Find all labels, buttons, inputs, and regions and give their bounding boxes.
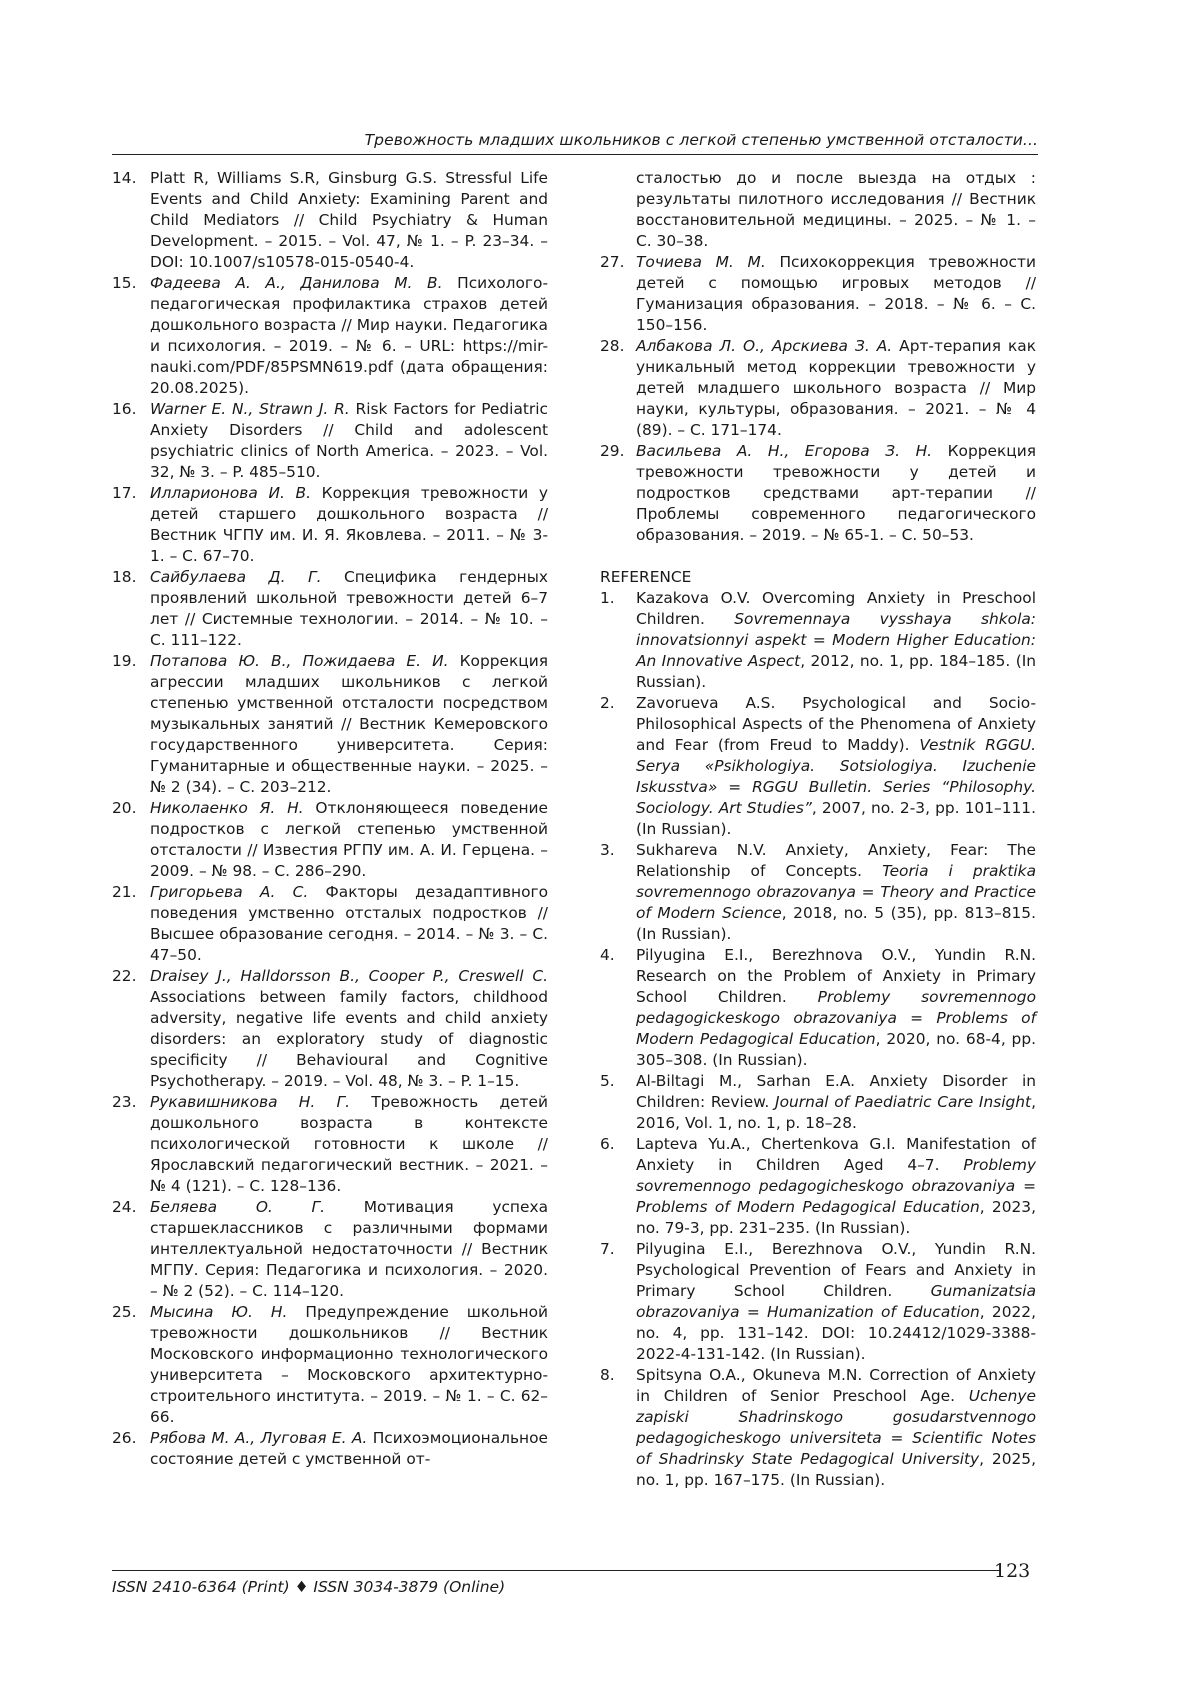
reference-details: , 2016, Vol. 1, no. 1, p. 18–28. [636,1093,1036,1132]
reference-journal: Problemy sovremennogo pedagogicheskogo obrazovaniya = Problems of Modern Pedagogical Education [636,1156,1036,1216]
reference-text: Отклоняющееся поведение подростков с легкой степенью умственной отсталости // Известия РГПУ им. А. И. Герцена. – 2009. – № 98. – С. 286–290. [150,799,548,880]
reference-text: Факторы дезадаптивного поведения умственно отсталых подростков // Высшее образование сегодня. – 2014. – № 3. – С. 47–50. [150,883,548,964]
reference-item [112,567,548,651]
reference-item [600,441,1036,546]
reference-item [600,252,1036,336]
english-reference-item [600,588,1036,693]
running-head: Тревожность младших школьников с легкой степенью умственной отсталости... [364,131,1038,149]
reference-item [112,651,548,798]
reference-number: 7. [600,1240,615,1258]
reference-number: 25. [112,1303,137,1321]
reference-text: Al-Biltagi M., Sarhan E.A. Anxiety Disorder in Children: Review. [636,1072,1036,1111]
reference-authors: Григорьева А. С. [150,883,309,901]
reference-item [112,483,548,567]
reference-number: 1. [600,589,615,607]
left-column [112,168,548,1470]
reference-text: Pilyugina E.I., Berezhnova O.V., Yundin R.N. Research on the Problem of Anxiety in Primary School Children. [636,946,1036,1006]
reference-details: , 2023, no. 79-3, pp. 231–235. (In Russian). [636,1198,1036,1237]
reference-item [112,966,548,1092]
right-column [600,168,1036,1491]
reference-journal: Problemy sovremennogo pedagogickeskogo obrazovaniya = Problems of Modern Pedagogical Education [636,988,1036,1048]
reference-number: 26. [112,1429,137,1447]
reference-authors: Фадеева А. А., Данилова М. В. [150,274,443,292]
reference-journal: Teoria i praktika sovremennogo obrazovanya = Theory and Practice of Modern Science [636,862,1036,922]
reference-authors: Мысина Ю. Н. [150,1303,288,1321]
reference-number: 17. [112,484,137,502]
footer-rule [112,1570,1000,1571]
reference-authors: Сайбулаева Д. Г. [150,568,322,586]
reference-details: , 2022, no. 4, pp. 131–142. DOI: 10.24412/1029-3388-2022-4-131-142. (In Russian). [636,1303,1036,1363]
reference-text: Тревожность детей дошкольного возраста в контексте психологической готовности к школе // Ярославский педагогический вестник. – 2021. – № 4 (121). – С. 128–136. [150,1093,548,1195]
reference-item [112,1428,548,1470]
reference-number: 27. [600,253,625,271]
english-reference-item [600,1071,1036,1134]
reference-number: 22. [112,967,137,985]
reference-text: Арт-терапия как уникальный метод коррекции тревожности у детей младшего школьного возраста // Мир науки, культуры, образования. – 2021. – № 4 (89). – С. 171–174. [636,337,1036,439]
reference-authors: Илларионова И. В. [150,484,311,502]
reference-number: 15. [112,274,137,292]
reference-item [112,882,548,966]
reference-text: Психокоррекция тревожности детей с помощью игровых методов // Гуманизация образования. – 2018. – № 6. – С. 150–156. [636,253,1036,334]
reference-item [112,399,548,483]
reference-details: , 2007, no. 2-3, pp. 101–111. (In Russian). [636,799,1036,838]
footer-issn: ISSN 2410-6364 (Print) ♦ ISSN 3034-3879 (Online) [112,1578,506,1596]
reference-text: Lapteva Yu.A., Chertenkova G.I. Manifestation of Anxiety in Children Aged 4–7. [636,1135,1036,1174]
english-reference-item [600,1134,1036,1239]
reference-authors: Николаенко Я. Н. [150,799,304,817]
reference-text: Zavorueva A.S. Psychological and Socio-Philosophical Aspects of the Phenomena of Anxiety and Fear (from Freud to Maddy). [636,694,1036,754]
reference-authors: Рукавишникова Н. Г. [150,1093,350,1111]
reference-text: Kazakova O.V. Overcoming Anxiety in Preschool Children. [636,589,1036,628]
reference-journal: Vestnik RGGU. Serya «Psikhologiya. Sotsiologiya. Izuchenie Iskusstva» = RGGU Bulletin. Series “Philosophy. Sociology. Art Studies” [636,736,1036,817]
reference-number: 5. [600,1072,615,1090]
reference-number: 20. [112,799,137,817]
reference-authors: Беляева О. Г. [150,1198,326,1216]
reference-item [112,1092,548,1197]
reference-details: , 2020, no. 68-4, pp. 305–308. (In Russian). [636,1030,1036,1069]
reference-text: Pilyugina E.I., Berezhnova O.V., Yundin R.N. Psychological Prevention of Fears and Anxiety in Primary School Children. [636,1240,1036,1300]
reference-text: Sukhareva N.V. Anxiety, Anxiety, Fear: The Relationship of Concepts. [636,841,1036,880]
reference-text: Коррекция тревожности тревожности у детей и подростков средствами арт-терапии // Проблемы современного педагогического образования. – 2019. – № 65-1. – С. 50–53. [636,442,1036,544]
reference-authors: Точиева М. М. [636,253,766,271]
reference-details: , 2025, no. 1, pp. 167–175. (In Russian). [636,1450,1036,1489]
reference-text: Мотивация успеха старшеклассников с различными формами интеллектуальной недостаточности // Вестник МГПУ. Серия: Педагогика и психология. – 2020. – № 2 (52). – С. 114–120. [150,1198,548,1300]
reference-section-title: REFERENCE [600,568,692,586]
reference-journal: Sovremennaya vysshaya shkola: innovatsionnyi aspekt = Modern Higher Education: An Innovative Aspect [636,610,1036,670]
reference-details: , 2012, no. 1, pp. 184–185. (In Russian). [636,652,1036,691]
reference-authors: Рябова М. А., Луговая Е. А. [150,1429,368,1447]
reference-item [112,1197,548,1302]
reference-text: Психолого-педагогическая профилактика страхов детей дошкольного возраста // Мир науки. Педагогика и психология. – 2019. – № 6. – URL: https://mir-nauki.com/PDF/85PSMN619.pdf (дата обращения: 20.08.2025). [150,274,548,397]
reference-journal: Gumanizatsia obrazovaniya = Humanization of Education [636,1282,1036,1321]
reference-number: 4. [600,946,615,964]
reference-authors: Потапова Ю. В., Пожидаева Е. И. [150,652,449,670]
reference-number: 21. [112,883,137,901]
reference-item [112,168,548,273]
header-rule [112,154,1038,155]
english-reference-item [600,1365,1036,1491]
reference-number: 28. [600,337,625,355]
reference-number: 16. [112,400,137,418]
reference-details: , 2018, no. 5 (35), pp. 813–815. (In Russian). [636,904,1036,943]
reference-text: Специфика гендерных проявлений школьной тревожности детей 6–7 лет // Системные технологии. – 2014. – № 10. – С. 111–122. [150,568,548,649]
reference-number: 19. [112,652,137,670]
reference-authors: Warner E. N., Strawn J. R. [150,400,350,418]
page-number: 123 [994,1560,1031,1582]
reference-number: 3. [600,841,615,859]
english-reference-item [600,693,1036,840]
reference-number: 8. [600,1366,615,1384]
reference-number: 6. [600,1135,615,1153]
reference-authors: Васильева А. Н., Егорова З. Н. [636,442,933,460]
reference-text: Associations between family factors, childhood adversity, negative life events and child anxiety disorders: an exploratory study of diagnostic specificity // Behavioural and Cognitive Psychotherapy. – 2019. – Vol. 48, № 3. – P. 1–15. [150,988,548,1090]
reference-journal: Uchenye zapiski Shadrinskogo gosudarstvennogo pedagogicheskogo universiteta = Scientific Notes of Shadrinsky State Pedagogical University [636,1387,1036,1468]
reference-text: Предупреждение школьной тревожности дошкольников // Вестник Московского информационно технологического университета – Московского архитектурно-строительного института. – 2019. – № 1. – С. 62–66. [150,1303,548,1426]
reference-number: 18. [112,568,137,586]
reference-continuation: сталостью до и после выезда на отдых : результаты пилотного исследования // Вестник восстановительной медицины. – 2025. – № 1. – С. 30–38. [636,169,1036,250]
reference-text: Психоэмоциональное состояние детей с умственной от- [150,1429,548,1468]
reference-text: Platt R, Williams S.R, Ginsburg G.S. Stressful Life Events and Child Anxiety: Examining Parent and Child Mediators // Child Psychiatry & Human Development. – 2015. – Vol. 47, № 1. – P. 23–34. – DOI: 10.1007/s10578-015-0540-4. [150,169,548,271]
english-reference-item [600,945,1036,1071]
reference-item [112,273,548,399]
reference-text: Spitsyna O.A., Okuneva M.N. Correction of Anxiety in Children of Senior Preschool Age. [636,1366,1036,1405]
reference-text: Risk Factors for Pediatric Anxiety Disorders // Child and adolescent psychiatric clinics of North America. – 2023. – Vol. 32, № 3. – P. 485–510. [150,400,548,481]
reference-number: 23. [112,1093,137,1111]
reference-authors: Draisey J., Halldorsson B., Cooper P., Creswell C. [150,967,548,985]
reference-authors: Албакова Л. О., Арскиева З. А. [636,337,893,355]
reference-item [600,336,1036,441]
english-reference-item [600,840,1036,945]
reference-number: 24. [112,1198,137,1216]
english-reference-item [600,1239,1036,1365]
reference-item [112,1302,548,1428]
reference-number: 2. [600,694,615,712]
reference-number: 29. [600,442,625,460]
reference-number: 14. [112,169,137,187]
reference-text: Коррекция тревожности у детей старшего дошкольного возраста // Вестник ЧГПУ им. И. Я. Яковлева. – 2011. – № 3-1. – С. 67–70. [150,484,548,565]
reference-journal: Journal of Paediatric Care Insight [775,1093,1032,1111]
reference-text: Коррекция агрессии младших школьников с легкой степенью умственной отсталости посредством музыкальных занятий // Вестник Кемеровского государственного университета. Серия: Гуманитарные и общественные науки. – 2025. – № 2 (34). – С. 203–212. [150,652,548,796]
reference-item [112,798,548,882]
